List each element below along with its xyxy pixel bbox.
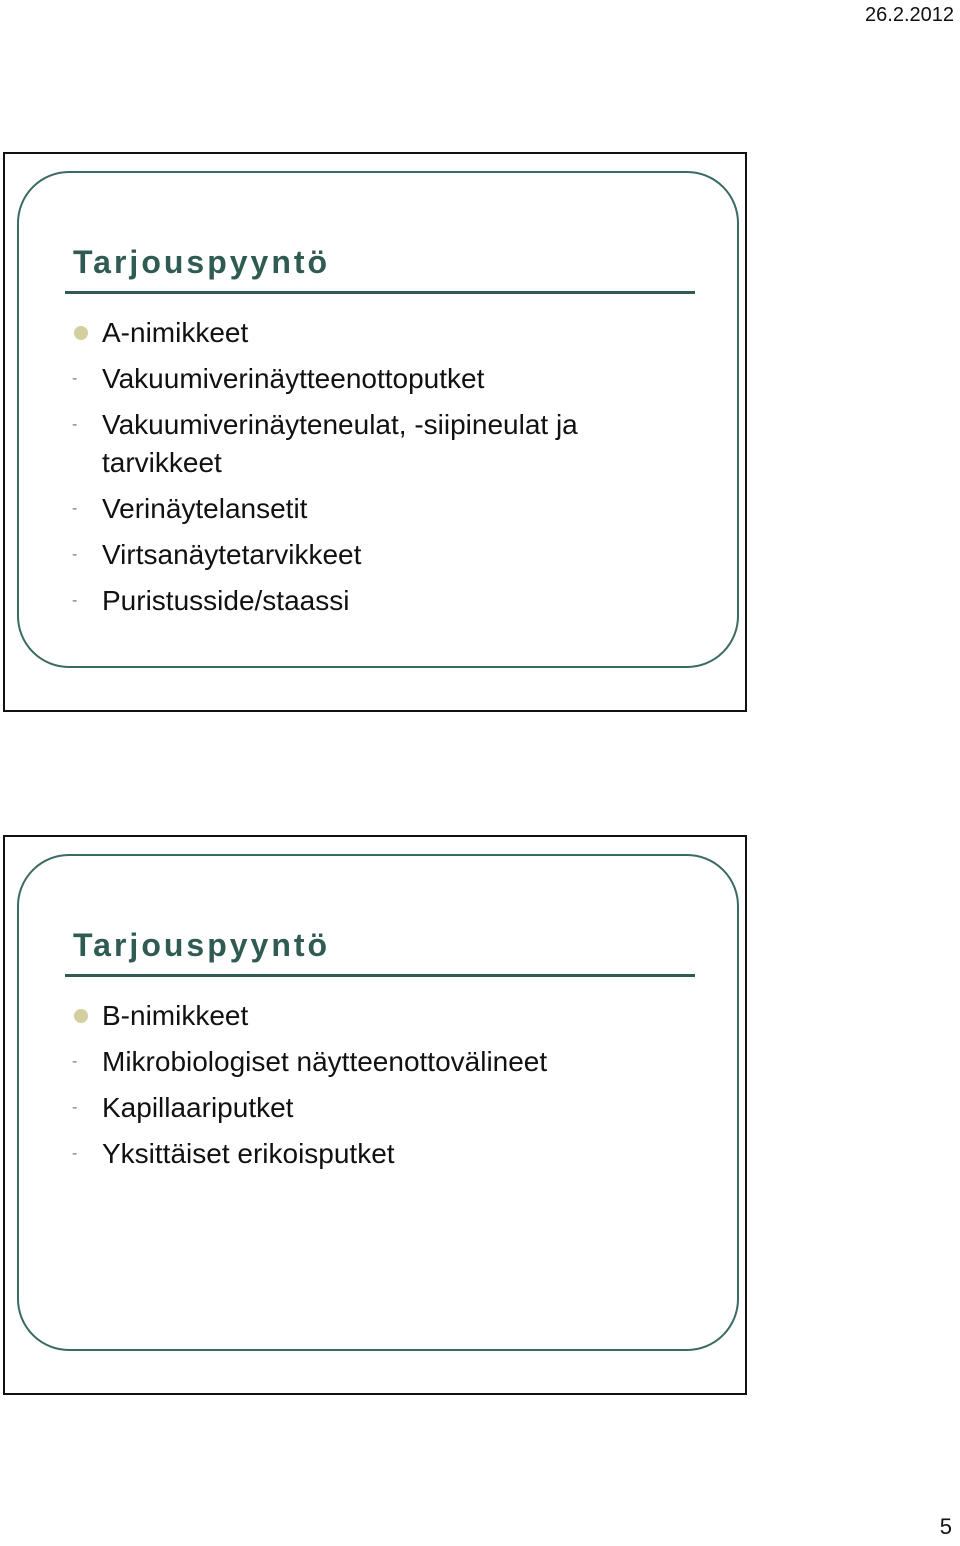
list-item-text: Verinäytelansetit: [102, 493, 308, 524]
slide-title: Tarjouspyyntö: [73, 927, 331, 963]
bullet-list: [70, 314, 690, 628]
dash-marker: -: [72, 416, 78, 433]
dash-marker: -: [72, 1053, 78, 1070]
list-item: [70, 490, 690, 528]
slide-1: [3, 152, 747, 712]
list-item-text: Puristusside/staassi: [102, 585, 350, 616]
list-item: [70, 1089, 690, 1127]
dash-marker: -: [72, 500, 78, 517]
title-underline: [65, 974, 695, 977]
list-item-text: Yksittäiset erikoisputket: [102, 1138, 395, 1169]
list-item-text: Kapillaariputket: [102, 1092, 294, 1123]
list-item-text: Vakuumiverinäyteneulat, -siipineulat ja tarvikkeet: [102, 409, 578, 478]
slide-2: [3, 835, 747, 1395]
list-item: [70, 582, 690, 620]
list-item: [70, 997, 690, 1035]
slide-title: Tarjouspyyntö: [73, 244, 331, 280]
bullet-list: [70, 997, 690, 1181]
list-item-text: Mikrobiologiset näytteenottovälineet: [102, 1046, 548, 1077]
title-underline: [65, 291, 695, 294]
list-item: [70, 406, 690, 482]
bullet-icon: [74, 326, 88, 340]
page-number: 5: [939, 1514, 952, 1539]
dash-marker: -: [72, 546, 78, 563]
list-item-text: B-nimikkeet: [102, 1000, 249, 1031]
dash-marker: -: [72, 1145, 78, 1162]
list-item: [70, 360, 690, 398]
dash-marker: -: [72, 1099, 78, 1116]
page-date: 26.2.2012: [865, 4, 954, 26]
list-item: [70, 536, 690, 574]
list-item: [70, 1135, 690, 1173]
list-item: [70, 314, 690, 352]
list-item-text: A-nimikkeet: [102, 317, 249, 348]
dash-marker: -: [72, 370, 78, 387]
dash-marker: -: [72, 592, 78, 609]
list-item: [70, 1043, 690, 1081]
list-item-text: Vakuumiverinäytteenottoputket: [102, 363, 485, 394]
bullet-icon: [74, 1009, 88, 1023]
list-item-text: Virtsanäytetarvikkeet: [102, 539, 362, 570]
